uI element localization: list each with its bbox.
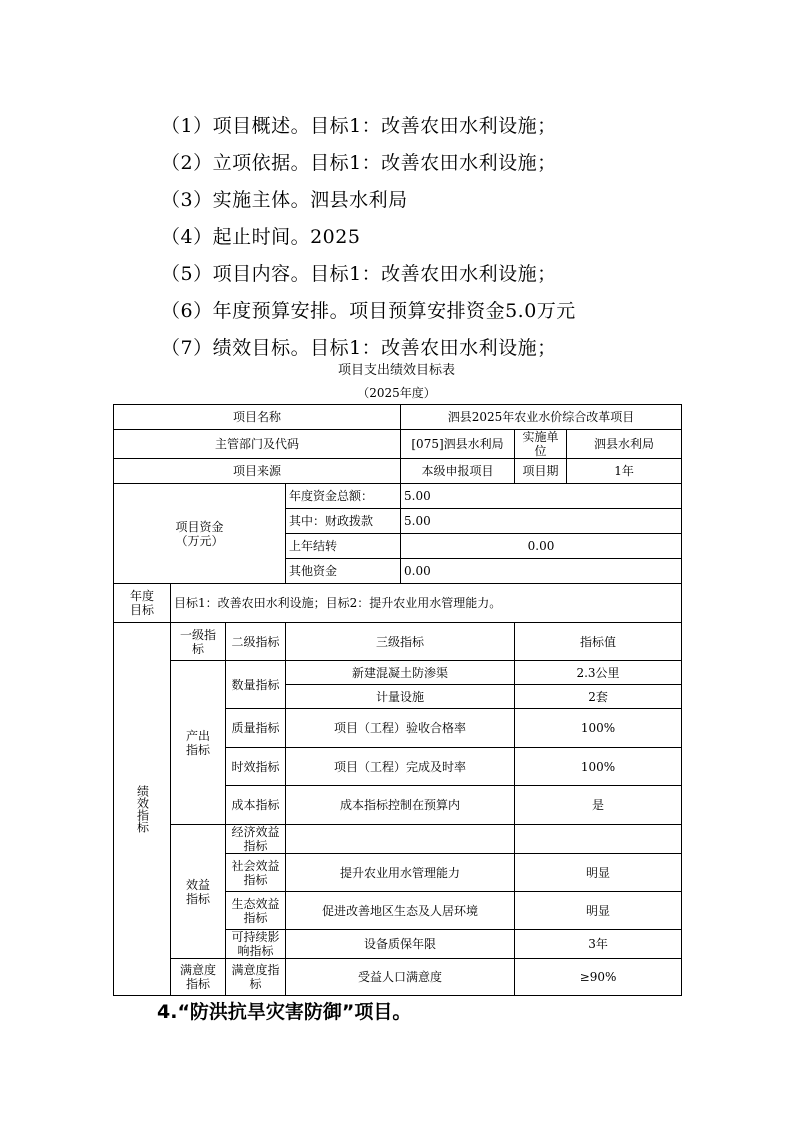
period-label: 项目期 xyxy=(515,459,567,484)
quantity-indicators-label: 数量指标 xyxy=(226,661,286,709)
quantity-item-2-name: 计量设施 xyxy=(286,685,515,709)
annual-goal-label-line1: 年度 xyxy=(129,589,154,603)
header-level2: 二级指标 xyxy=(226,623,286,661)
table-row xyxy=(114,459,682,484)
paragraph-basis: （2）立项依据。目标1：改善农田水利设施； xyxy=(161,152,557,174)
impl-unit-label: 实施单位 xyxy=(515,430,567,459)
satisfaction-sub-label: 满意度指标 xyxy=(226,959,286,996)
social-item-value: 明显 xyxy=(515,854,682,892)
project-name-value: 泗县2025年农业水价综合改革项目 xyxy=(401,405,682,430)
cost-indicators-label: 成本指标 xyxy=(226,786,286,825)
funds-carryover-label: 上年结转 xyxy=(286,534,401,559)
benefit-indicators-label: 效益指标 xyxy=(171,825,226,959)
time-item-value: 100% xyxy=(515,748,682,786)
sustain-indicators-label: 可持续影响指标 xyxy=(226,930,286,959)
annual-goal-text: 目标1：改善农田水利设施；目标2：提升农业用水管理能力。 xyxy=(171,584,682,623)
paragraph-overview: （1）项目概述。目标1：改善农田水利设施； xyxy=(161,115,557,137)
funds-unit-text: （万元） xyxy=(175,533,224,548)
eco-item-value: 明显 xyxy=(515,892,682,930)
funds-label-text: 项目资金 xyxy=(175,519,224,534)
sustain-item-value: 3年 xyxy=(515,930,682,959)
dept-value: [075]泗县水利局 xyxy=(401,430,515,459)
paragraph-goal: （7）绩效目标。目标1：改善农田水利设施； xyxy=(161,337,557,359)
funds-fiscal-label: 其中：财政拨款 xyxy=(286,509,401,534)
sustain-item-name: 设备质保年限 xyxy=(286,930,515,959)
time-indicators-label: 时效指标 xyxy=(226,748,286,786)
table-row xyxy=(114,661,682,685)
cost-item-name: 成本指标控制在预算内 xyxy=(286,786,515,825)
quantity-item-2-value: 2套 xyxy=(515,685,682,709)
cost-item-value: 是 xyxy=(515,786,682,825)
table-row xyxy=(114,484,682,509)
table-row xyxy=(114,405,682,430)
satisfaction-item-value: ≥90% xyxy=(515,959,682,996)
table-row xyxy=(114,959,682,996)
performance-goal-table xyxy=(113,404,682,996)
section-heading: 4.“防洪抗旱灾害防御”项目。 xyxy=(157,1001,412,1023)
header-value: 指标值 xyxy=(515,623,682,661)
funds-total-label: 年度资金总额： xyxy=(286,484,401,509)
annual-goal-label xyxy=(114,584,171,623)
economic-item-value xyxy=(515,825,682,854)
header-level3: 三级指标 xyxy=(286,623,515,661)
table-title: 项目支出绩效目标表 xyxy=(337,363,455,378)
social-item-name: 提升农业用水管理能力 xyxy=(286,854,515,892)
time-item-name: 项目（工程）完成及时率 xyxy=(286,748,515,786)
funds-total-value: 5.00 xyxy=(401,484,682,509)
impl-unit-value: 泗县水利局 xyxy=(567,430,682,459)
paragraph-implementer: （3）实施主体。泗县水利局 xyxy=(161,189,408,211)
eco-indicators-label: 生态效益指标 xyxy=(226,892,286,930)
table-row xyxy=(114,584,682,623)
funds-fiscal-value: 5.00 xyxy=(401,509,682,534)
project-name-label: 项目名称 xyxy=(114,405,401,430)
header-level1: 一级指标 xyxy=(171,623,226,661)
funds-carryover-value: 0.00 xyxy=(401,534,682,559)
perf-indicators-label: 绩效指标 xyxy=(114,623,171,996)
table-row xyxy=(114,623,682,661)
table-subtitle: （2025年度） xyxy=(357,386,436,400)
economic-indicators-label: 经济效益指标 xyxy=(226,825,286,854)
source-value: 本级申报项目 xyxy=(401,459,515,484)
eco-item-name: 促进改善地区生态及人居环境 xyxy=(286,892,515,930)
economic-item-name xyxy=(286,825,515,854)
dept-label: 主管部门及代码 xyxy=(114,430,401,459)
table-row xyxy=(114,825,682,854)
paragraph-period: （4）起止时间。2025 xyxy=(161,226,361,248)
source-label: 项目来源 xyxy=(114,459,401,484)
funds-label xyxy=(114,484,286,584)
satisfaction-indicators-label: 满意度指标 xyxy=(171,959,226,996)
quality-item-name: 项目（工程）验收合格率 xyxy=(286,709,515,748)
quantity-item-1-name: 新建混凝土防渗渠 xyxy=(286,661,515,685)
quantity-item-1-value: 2.3公里 xyxy=(515,661,682,685)
annual-goal-label-line2: 目标 xyxy=(129,603,154,617)
paragraph-list xyxy=(161,108,576,367)
paragraph-content: （5）项目内容。目标1：改善农田水利设施； xyxy=(161,263,557,285)
table-row xyxy=(114,430,682,459)
satisfaction-item-name: 受益人口满意度 xyxy=(286,959,515,996)
quality-item-value: 100% xyxy=(515,709,682,748)
funds-other-value: 0.00 xyxy=(401,559,682,584)
funds-other-label: 其他资金 xyxy=(286,559,401,584)
paragraph-budget: （6）年度预算安排。项目预算安排资金5.0万元 xyxy=(161,300,576,322)
social-indicators-label: 社会效益指标 xyxy=(226,854,286,892)
period-value: 1年 xyxy=(567,459,682,484)
quality-indicators-label: 质量指标 xyxy=(226,709,286,748)
output-indicators-label: 产出指标 xyxy=(171,661,226,825)
